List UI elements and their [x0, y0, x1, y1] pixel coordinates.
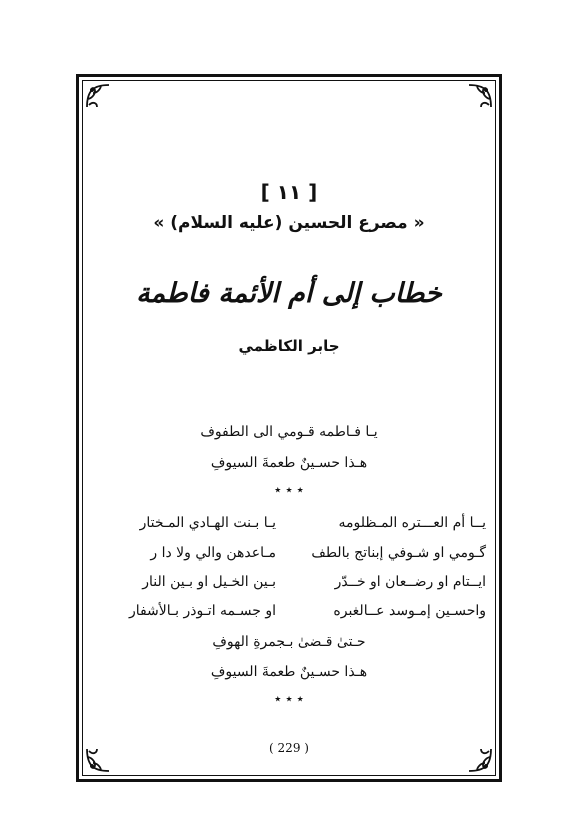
- couplet: [96, 515, 486, 531]
- couplet: [96, 574, 486, 590]
- hemistich-right: يــا أم العـــتره المـظلومه: [338, 515, 486, 531]
- verse-line: هـذا حسـينٌ طعمةَ السيوفِ: [210, 664, 368, 680]
- separator-stars: ٭ ٭ ٭: [274, 483, 304, 498]
- hemistich-left: بـين الخـيل او بـين النار: [142, 574, 276, 590]
- hemistich-left: مـاعدهن والي ولا دا ر: [150, 545, 276, 561]
- corner-ornament-icon: [465, 81, 495, 111]
- poet-name: جابر الكاظمي: [238, 337, 340, 355]
- hemistich-left: يـا بـنت الهـادي المـختار: [139, 515, 276, 531]
- page-number: ( 229 ): [269, 741, 309, 755]
- hemistich-left: او جسـمه اتـوذر بـالأشفار: [128, 603, 276, 619]
- hemistich-right: گـومي او شـوفي إبناتج بالطف: [311, 545, 486, 561]
- chapter-number: [ ١١ ]: [260, 180, 318, 204]
- chapter-title: « مصرع الحسين (عليه السلام) »: [153, 213, 425, 233]
- hemistich-right: ايــتام او رضــعان او خــدّر: [334, 574, 486, 590]
- couplet: [96, 545, 486, 561]
- verse-line: يـا فـاطمه قـومي الى الطفوف: [200, 424, 378, 440]
- couplet: [96, 603, 486, 619]
- verse-line: هـذا حسـينٌ طعمةَ السيوفِ: [210, 455, 368, 471]
- hemistich-right: واحسـين إمـوسد عــالغبره: [333, 603, 486, 619]
- verse-line: حـتىٰ قـضىٰ بـجمرةِ الهوفِ: [212, 634, 366, 650]
- poem-title: خطاب إلى أم الأئمة فاطمة: [136, 278, 442, 309]
- corner-ornament-icon: [83, 81, 113, 111]
- separator-stars: ٭ ٭ ٭: [274, 692, 304, 707]
